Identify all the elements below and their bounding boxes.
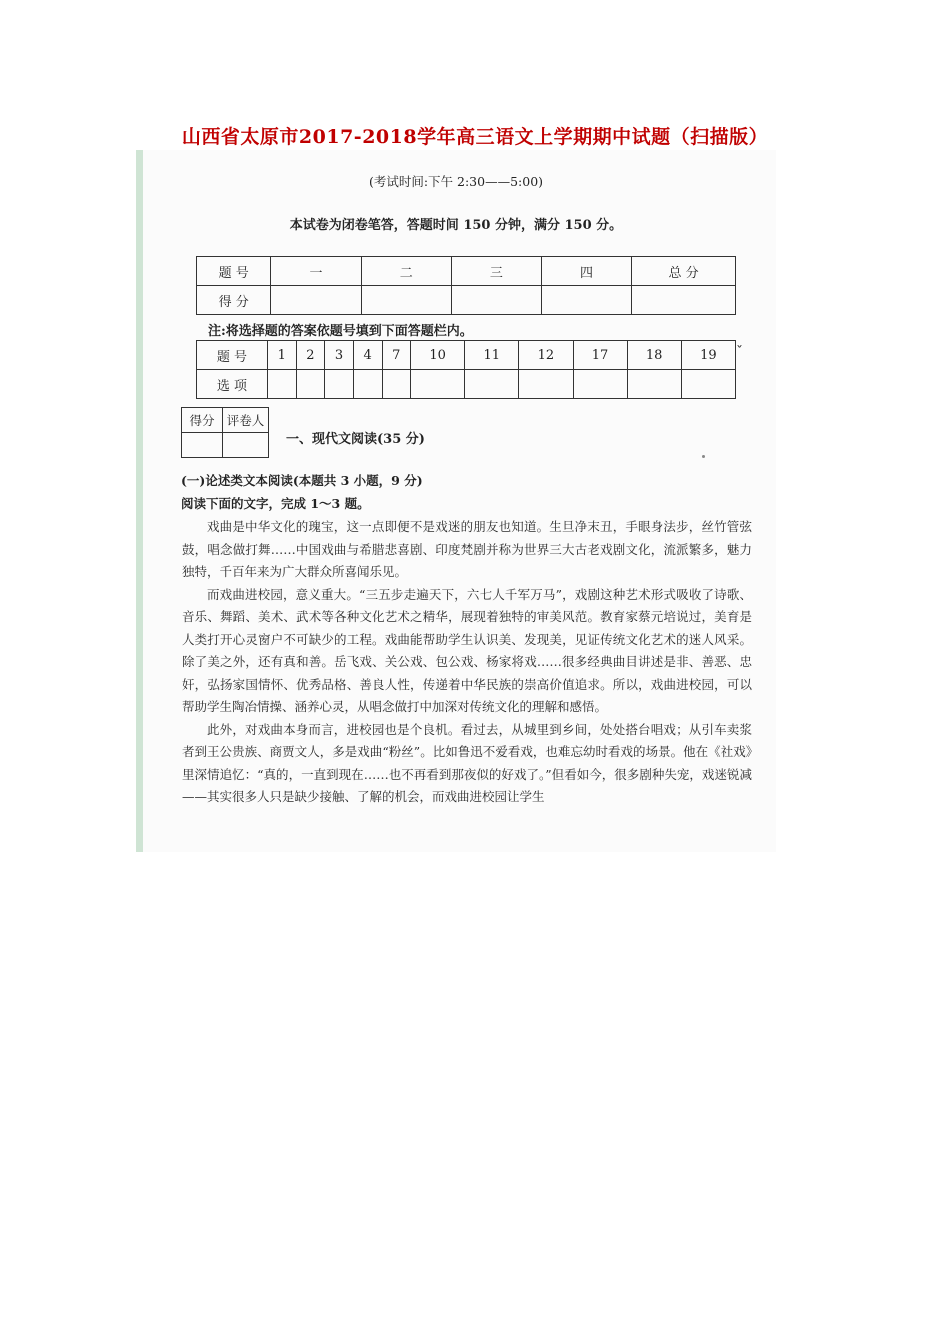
score-table-cell: 四 xyxy=(541,257,631,286)
answer-table-cell: 10 xyxy=(411,341,465,370)
answer-table-cell: 3 xyxy=(325,341,354,370)
answer-blank-cell xyxy=(681,370,735,399)
answer-note: 注:将选择题的答案依题号填到下面答题栏内。 xyxy=(208,324,473,339)
answer-table-cell: 18 xyxy=(627,341,681,370)
answer-blank-cell xyxy=(382,370,411,399)
answer-table-cell: 1 xyxy=(268,341,297,370)
answer-blank-cell xyxy=(519,370,573,399)
exam-time: (考试时间:下午 2:30——5:00) xyxy=(368,174,544,189)
passage-paragraph: 戏曲是中华文化的瑰宝，这一点即便不是戏迷的朋友也知道。生旦净末丑，手眼身法步，丝竹管弦鼓，唱念做打舞……中国戏曲与希腊悲喜剧、印度梵剧并称为世界三大古老戏剧文化，流派繁多，魅力独特，千百年来为广大群众所喜闻乐见。 xyxy=(182,519,752,579)
score-table-cell: 二 xyxy=(361,257,451,286)
passage-paragraph: 而戏曲进校园，意义重大。“三五步走遍天下，六七人千军万马”，戏剧这种艺术形式吸收了诗歌、音乐、舞蹈、美术、武术等各种文化艺术之精华，展现着独特的审美风范。教育家蔡元培说过，美育是人类打开心灵窗户不可缺少的工程。戏曲能帮助学生认识美、发现美，见证传统文化艺术的迷人风采。除了美之外，还有真和善。岳飞戏、关公戏、包公戏、杨家将戏……很多经典曲目讲述是非、善恶、忠奸，弘扬家国情怀、优秀品格、善良人性，传递着中华民族的崇高价值追求。所以，戏曲进校园，可以帮助学生陶冶情操、涵养心灵，从唱念做打中加深对传统文化的理解和感悟。 xyxy=(182,586,752,714)
grader-score-label: 得分 xyxy=(182,408,223,433)
answer-blank-cell xyxy=(296,370,325,399)
score-table xyxy=(196,256,736,315)
answer-table xyxy=(196,340,736,399)
scan-speck xyxy=(702,455,705,458)
score-table-cell: 总 分 xyxy=(632,257,736,286)
grader-blank-cell xyxy=(182,433,223,458)
answer-table-cell: 4 xyxy=(353,341,382,370)
answer-table-choice-row xyxy=(197,370,736,399)
answer-table-cell: 17 xyxy=(573,341,627,370)
grader-table-blank-row xyxy=(182,433,269,458)
scanned-exam-page xyxy=(136,150,776,852)
answer-blank-cell xyxy=(465,370,519,399)
answer-table-row-label: 选 项 xyxy=(197,370,268,399)
score-table-header-row xyxy=(197,257,736,286)
answer-table-header-row xyxy=(197,341,736,370)
score-blank-cell xyxy=(271,286,361,315)
answer-table-cell: 2 xyxy=(296,341,325,370)
grader-table xyxy=(181,407,269,458)
answer-blank-cell xyxy=(353,370,382,399)
score-blank-cell xyxy=(632,286,736,315)
grader-blank-cell xyxy=(223,433,269,458)
answer-table-cell: 12 xyxy=(519,341,573,370)
passage-paragraph: 此外，对戏曲本身而言，进校园也是个良机。看过去，从城里到乡间，处处搭台唱戏；从引车卖浆者到王公贵族、商贾文人，多是戏曲“粉丝”。比如鲁迅不爱看戏，也难忘幼时看戏的场景。他在《社戏》里深情追忆：“真的，一直到现在……也不再看到那夜似的好戏了。”但看如今，很多剧种失宠，戏迷锐减——其实很多人只是缺少接触、了解的机会，而戏曲进校园让学生 xyxy=(182,721,752,804)
score-blank-cell xyxy=(541,286,631,315)
subsection-heading: (一)论述类文本阅读(本题共 3 小题，9 分) xyxy=(181,473,423,488)
answer-blank-cell xyxy=(573,370,627,399)
scan-margin-strip xyxy=(136,150,143,852)
answer-table-cell: 11 xyxy=(465,341,519,370)
reading-passage xyxy=(182,516,752,809)
grader-table-header-row xyxy=(182,408,269,433)
section-heading: 一、现代文阅读(35 分) xyxy=(286,432,425,447)
answer-table-cell: 19 xyxy=(681,341,735,370)
score-blank-cell xyxy=(451,286,541,315)
reading-instruction: 阅读下面的文字，完成 1～3 题。 xyxy=(181,496,370,511)
score-blank-cell xyxy=(361,286,451,315)
answer-blank-cell xyxy=(627,370,681,399)
exam-note: 本试卷为闭卷笔答，答题时间 150 分钟，满分 150 分。 xyxy=(289,218,623,233)
answer-blank-cell xyxy=(325,370,354,399)
score-table-row-label: 得 分 xyxy=(197,286,271,315)
score-table-cell: 三 xyxy=(451,257,541,286)
answer-blank-cell xyxy=(268,370,297,399)
answer-table-cell: 题 号 xyxy=(197,341,268,370)
pen-mark: ˇ xyxy=(736,344,743,360)
answer-table-cell: 7 xyxy=(382,341,411,370)
score-table-cell: 一 xyxy=(271,257,361,286)
score-table-score-row xyxy=(197,286,736,315)
score-table-cell: 题 号 xyxy=(197,257,271,286)
document-title: 山西省太原市2017-2018学年高三语文上学期期中试题（扫描版） xyxy=(181,126,769,148)
answer-blank-cell xyxy=(411,370,465,399)
grader-name-label: 评卷人 xyxy=(223,408,269,433)
